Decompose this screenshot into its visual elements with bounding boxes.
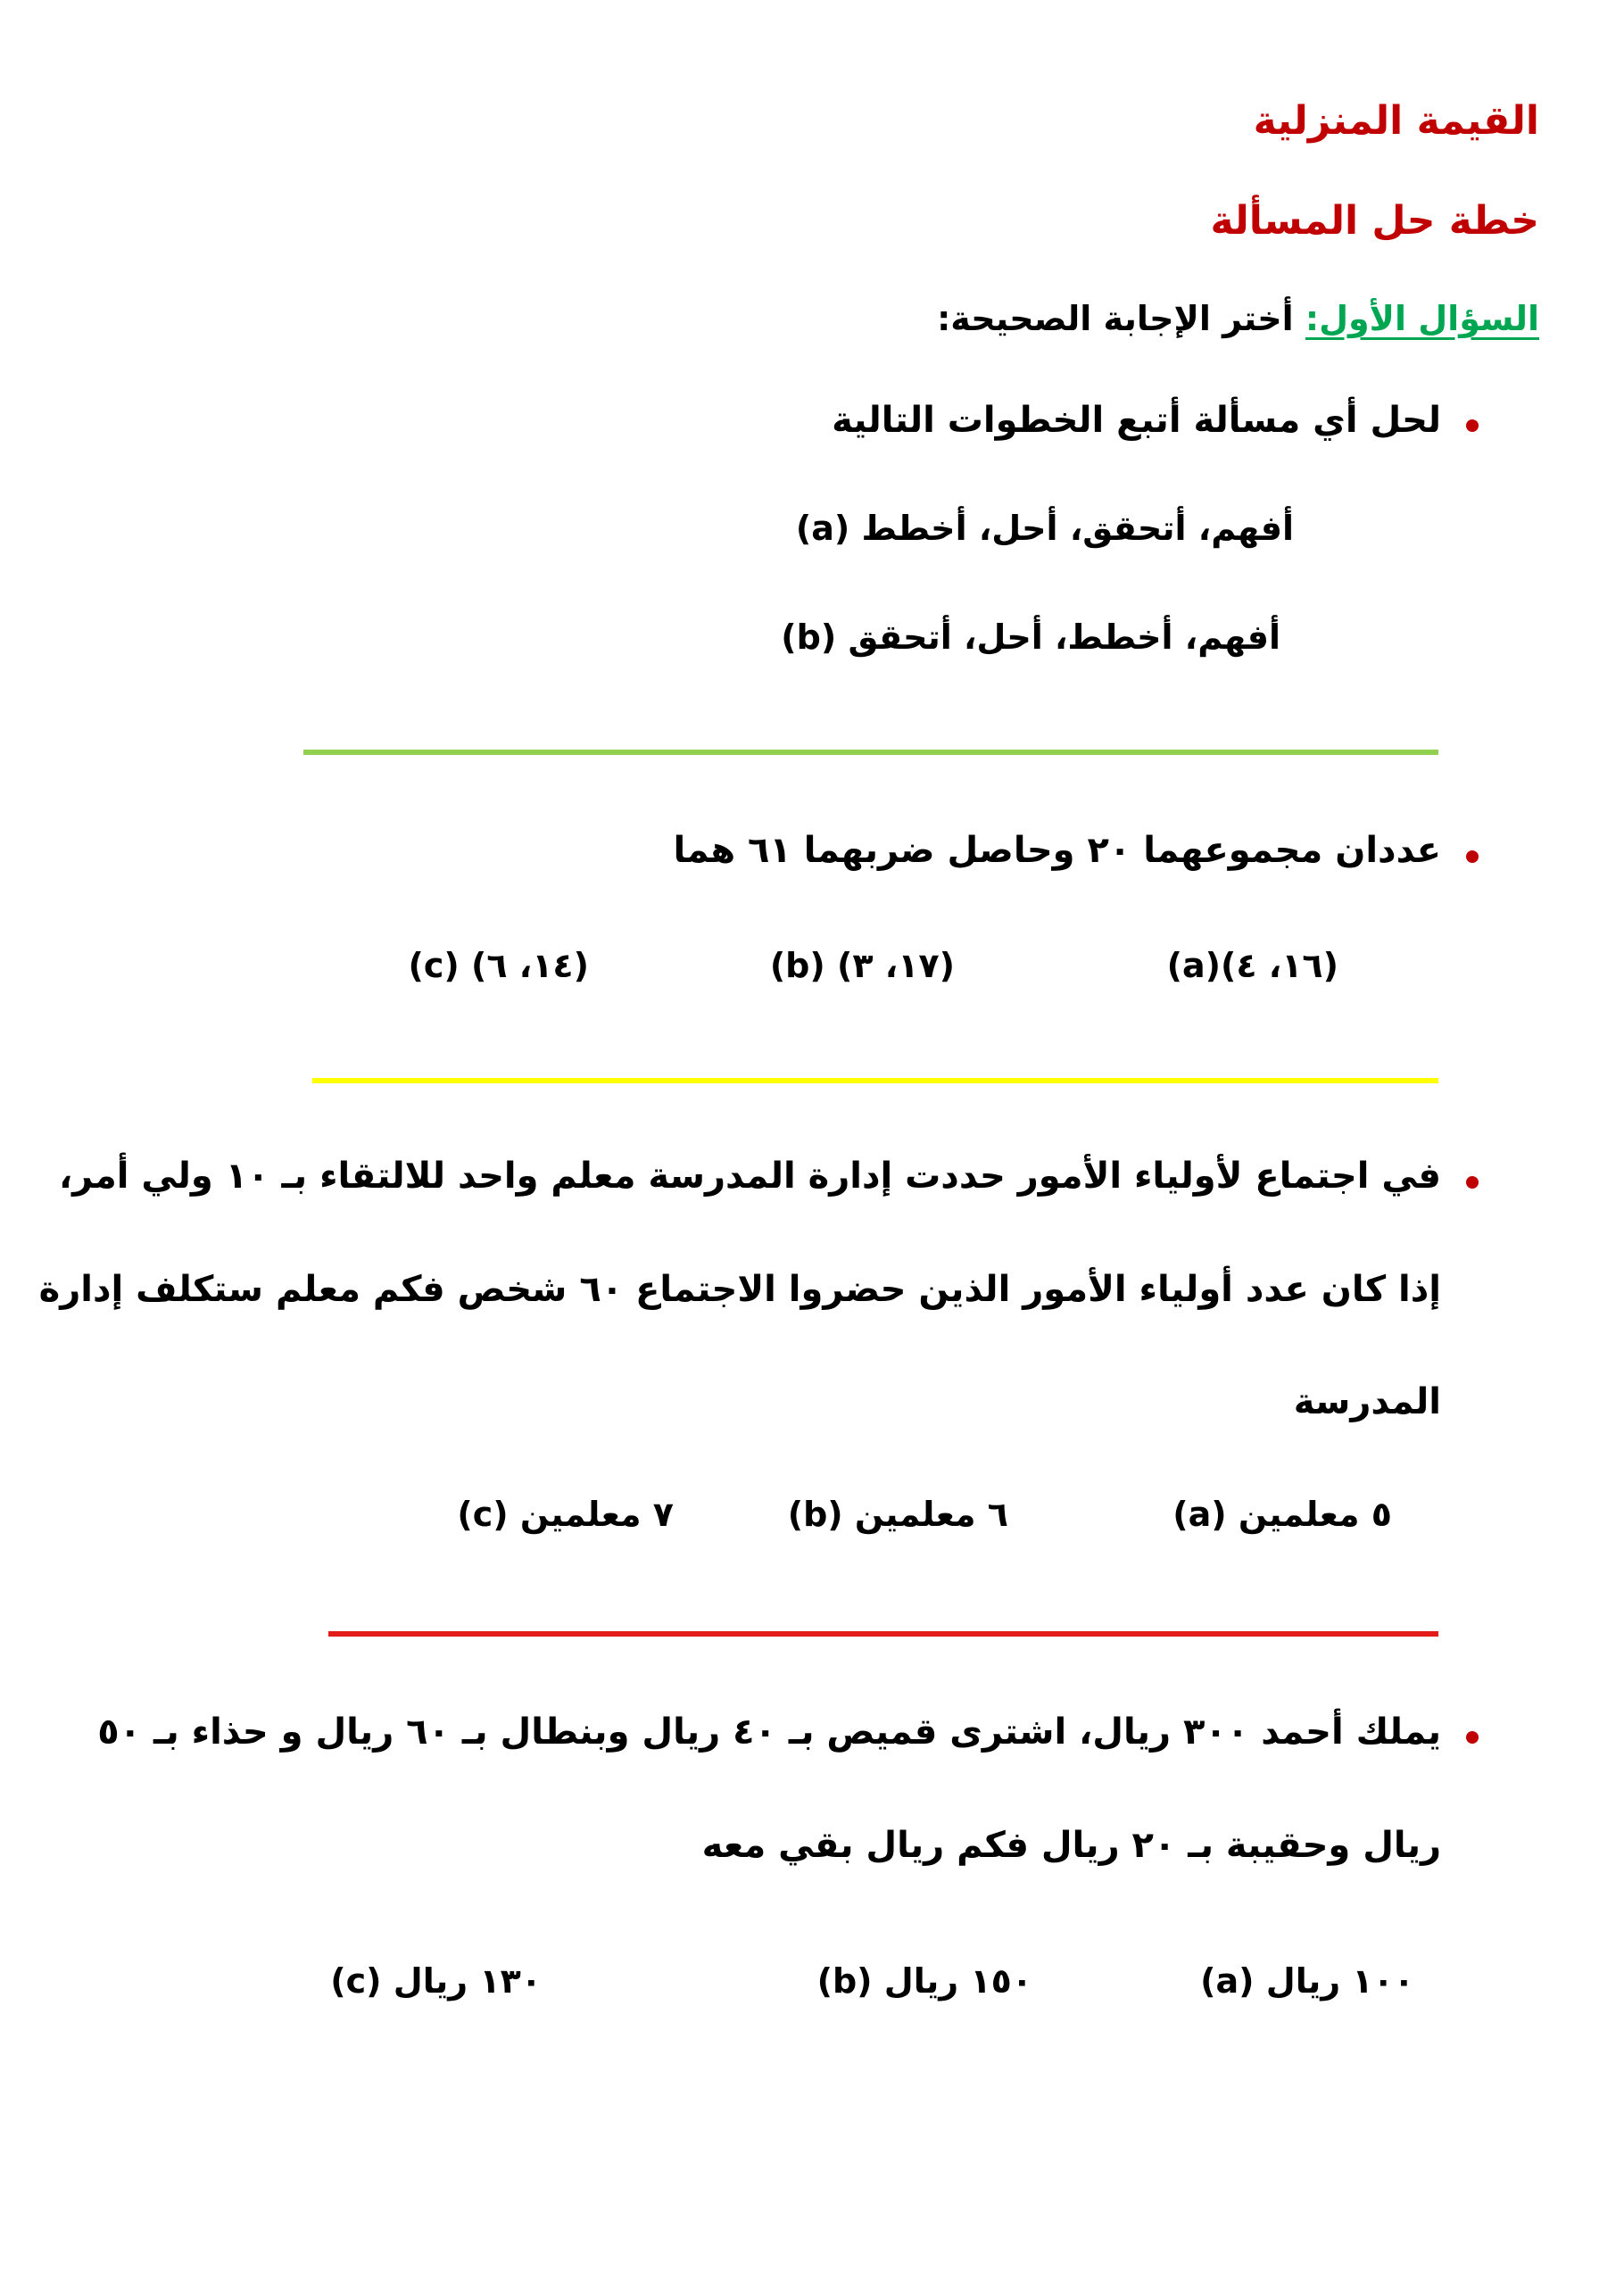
bullet-icon xyxy=(1466,419,1479,432)
question-1-option-a[interactable]: (a) أفهم، أتحقق، أحل، أخطط xyxy=(795,509,1294,548)
bullet-icon xyxy=(1466,1176,1479,1189)
page-title: القيمة المنزلية xyxy=(1253,98,1539,144)
bullet-icon xyxy=(1466,850,1479,863)
question-1-text: لحل أي مسألة أتبع الخطوات التالية xyxy=(832,400,1441,441)
bullet-icon xyxy=(1466,1731,1479,1744)
section-label: السؤال الأول: xyxy=(1305,299,1539,338)
section-instruction: أختر الإجابة الصحيحة: xyxy=(937,299,1294,338)
question-2-option-c[interactable]: (c) (١٤، ٦) xyxy=(408,946,589,985)
page-subtitle: خطة حل المسألة xyxy=(1210,198,1539,244)
separator-green xyxy=(303,750,1438,755)
question-3-line-2: إذا كان عدد أولياء الأمور الذين حضروا الاجتماع ٦٠ شخص فكم معلم ستكلف إدارة xyxy=(38,1269,1441,1310)
question-3-option-a[interactable]: (a) ٥ معلمين xyxy=(1172,1495,1392,1534)
question-4-option-a[interactable]: (a) ١٠٠ ريال xyxy=(1200,1961,1414,2001)
question-1-option-b[interactable]: (b) أفهم، أخطط، أحل، أتحقق xyxy=(781,618,1280,657)
question-3-option-c[interactable]: (c) ٧ معلمين xyxy=(457,1495,674,1534)
question-2-option-b[interactable]: (b) (١٧، ٣) xyxy=(769,946,955,985)
question-3-line-3: المدرسة xyxy=(1293,1381,1441,1422)
question-2-option-a[interactable]: (a)(١٦، ٤) xyxy=(1166,946,1338,985)
question-3-option-b[interactable]: (b) ٦ معلمين xyxy=(787,1495,1008,1534)
question-4-line-1: يملك أحمد ٣٠٠ ريال، اشترى قميص بـ ٤٠ ريال وبنطال بـ ٦٠ ريال و حذاء بـ ٥٠ xyxy=(97,1712,1441,1753)
question-3-line-1: في اجتماع لأولياء الأمور حددت إدارة المدرسة معلم واحد للالتقاء بـ ١٠ ولي أمر، xyxy=(58,1156,1441,1197)
separator-yellow xyxy=(312,1078,1438,1083)
question-2-text: عددان مجموعهما ٢٠ وحاصل ضربهما ٦١ هما xyxy=(673,830,1441,871)
question-4-option-c[interactable]: (c) ١٣٠ ريال xyxy=(330,1961,542,2001)
question-4-option-b[interactable]: (b) ١٥٠ ريال xyxy=(816,1961,1032,2001)
question-4-line-2: ريال وحقيبة بـ ٢٠ ريال فكم ريال بقي معه xyxy=(701,1825,1441,1866)
section-header xyxy=(937,299,1539,338)
separator-red xyxy=(328,1631,1438,1637)
